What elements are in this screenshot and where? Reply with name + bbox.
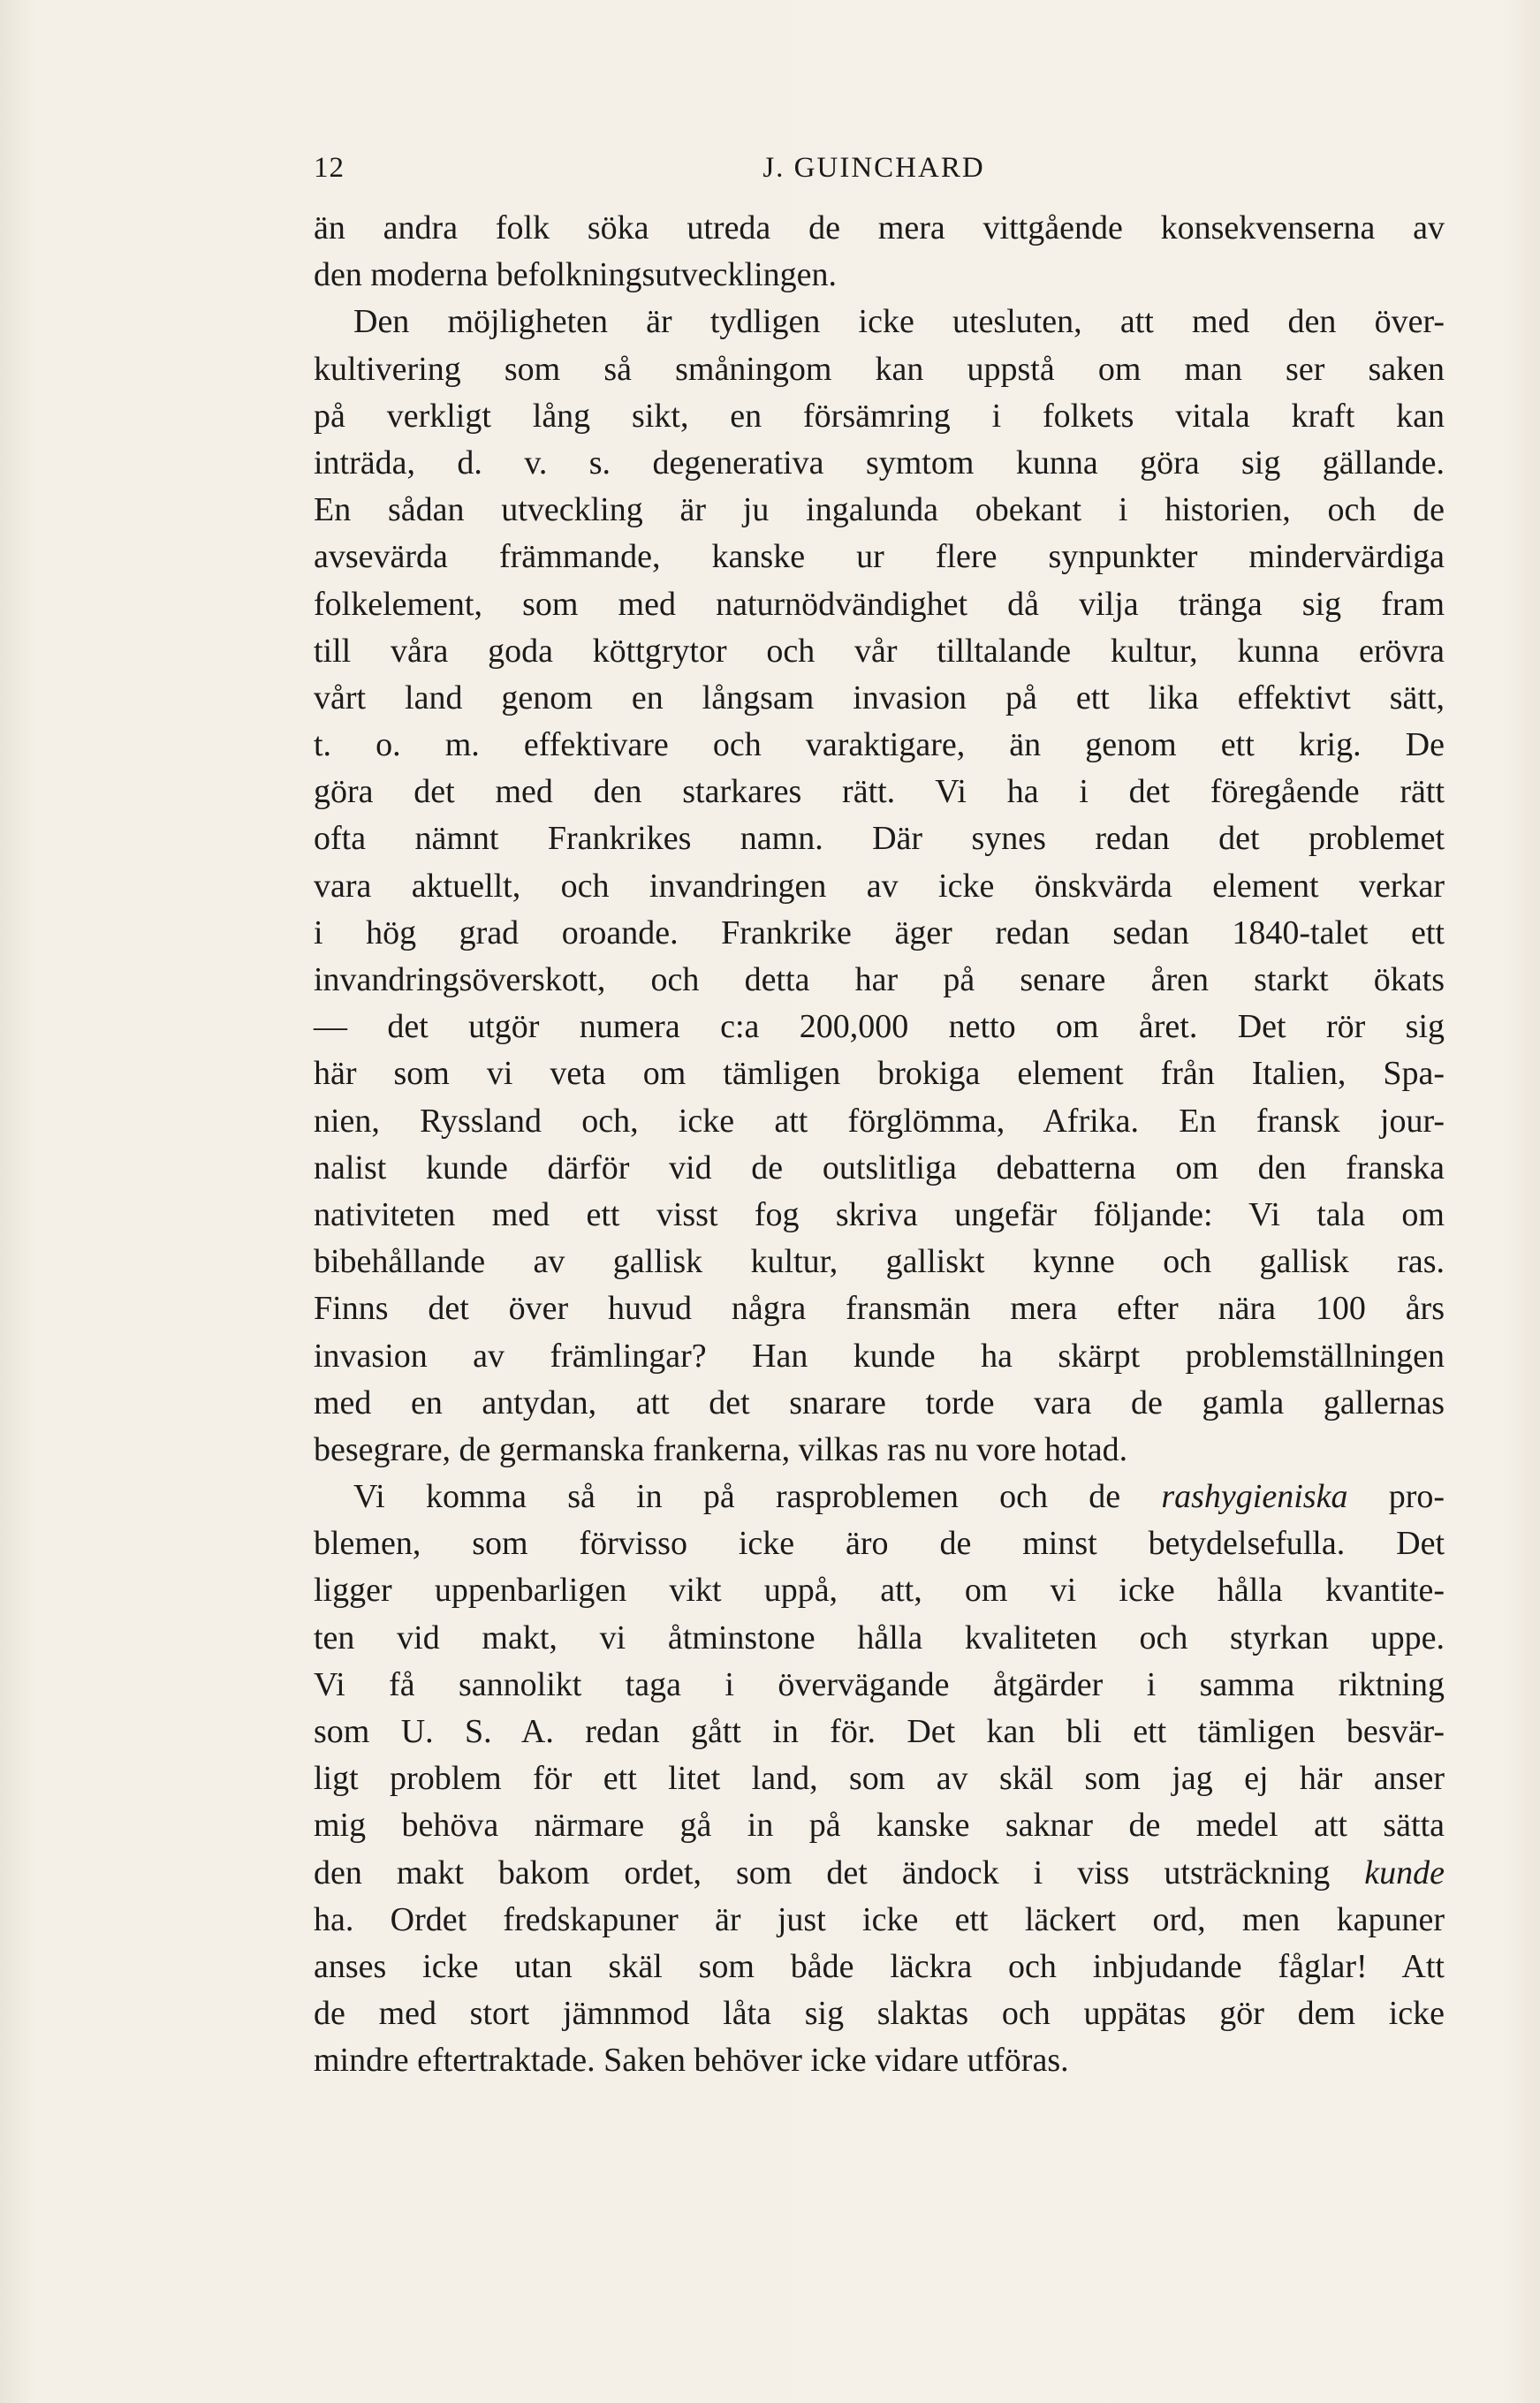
text-line: folkelement, som med naturnödvändighet då vilja tränga sig fram: [314, 585, 1445, 623]
text-line: invasion av främlingar? Han kunde ha skärpt problemställningen: [314, 1337, 1445, 1375]
text-line: till våra goda köttgrytor och vår tilltalande kultur, kunna erövra: [314, 632, 1445, 670]
text-line: nalist kunde därför vid de outslitliga debatterna om den franska: [314, 1148, 1445, 1186]
paragraph-start: Vi komma så in på rasproblemen och de rashygieniska pro-: [353, 1478, 1445, 1516]
text-line: blemen, som förvisso icke äro de minst betydelsefulla. Det: [314, 1525, 1445, 1563]
text-line: de med stort jämnmod låta sig slaktas och uppätas gör dem icke: [314, 1995, 1445, 2033]
text-line: vårt land genom en långsam invasion på ett lika effektivt sätt,: [314, 678, 1445, 716]
text-line: t. o. m. effektivare och varaktigare, än genom ett krig. De: [314, 726, 1445, 764]
text-line: i hög grad oroande. Frankrike äger redan sedan 1840-talet ett: [314, 913, 1445, 951]
running-head: J. GUINCHARD: [762, 152, 985, 184]
text-line: nien, Ryssland och, icke att förglömma, Afrika. En fransk jour-: [314, 1102, 1445, 1140]
text-line: på verkligt lång sikt, en försämring i folkets vitala kraft kan: [314, 397, 1445, 435]
italic-term: kunde: [1364, 1853, 1445, 1891]
text-line: En sådan utveckling är ju ingalunda obekant i historien, och de: [314, 491, 1445, 529]
text-line: ten vid makt, vi åtminstone hålla kvaliteten och styrkan uppe.: [314, 1618, 1445, 1656]
text-line: Vi få sannolikt taga i övervägande åtgärder i samma riktning: [314, 1665, 1445, 1703]
text-line: avsevärda främmande, kanske ur flere synpunkter mindervärdiga: [314, 538, 1445, 576]
text-line: göra det med den starkares rätt. Vi ha i det föregående rätt: [314, 773, 1445, 811]
text-line: inträda, d. v. s. degenerativa symtom kunna göra sig gällande.: [314, 443, 1445, 481]
text-line: den makt bakom ordet, som det ändock i viss utsträckning kunde: [314, 1853, 1445, 1891]
text-line: mindre eftertraktade. Saken behöver icke vidare utföras.: [314, 2042, 1069, 2080]
text-line: besegrare, de germanska frankerna, vilkas ras nu vore hotad.: [314, 1430, 1128, 1468]
page-header: [314, 152, 1434, 193]
italic-term: rashygieniska: [1161, 1478, 1348, 1516]
text-line: än andra folk söka utreda de mera vittgående konsekvenserna av: [314, 209, 1445, 246]
text-line: bibehållande av gallisk kultur, galliskt kynne och gallisk ras.: [314, 1243, 1445, 1281]
text-line: ha. Ordet fredskapuner är just icke ett läckert ord, men kapuner: [314, 1900, 1445, 1938]
text-line: ligt problem för ett litet land, som av skäl som jag ej här anser: [314, 1760, 1445, 1798]
text-line: kultivering som så småningom kan uppstå om man ser saken: [314, 350, 1445, 388]
text-line: med en antydan, att det snarare torde vara de gamla gallernas: [314, 1383, 1445, 1421]
text-line: som U. S. A. redan gått in för. Det kan bli ett tämligen besvär-: [314, 1713, 1445, 1750]
body-text: [314, 205, 1445, 2085]
text-line: den moderna befolkningsutvecklingen.: [314, 256, 838, 294]
text-line: anses icke utan skäl som både läckra och inbjudande fåglar! Att: [314, 1947, 1445, 1985]
text-line: — det utgör numera c:a 200,000 netto om året. Det rör sig: [314, 1008, 1445, 1046]
text-line: ofta nämnt Frankrikes namn. Där synes redan det problemet: [314, 820, 1445, 858]
text-line: ligger uppenbarligen vikt uppå, att, om vi icke hålla kvantite-: [314, 1572, 1445, 1610]
text-line: Finns det över huvud några fransmän mera efter nära 100 års: [314, 1290, 1445, 1328]
text-line: vara aktuellt, och invandringen av icke önskvärda element verkar: [314, 867, 1445, 905]
text-line: invandringsöverskott, och detta har på senare åren starkt ökats: [314, 961, 1445, 998]
text-line: här som vi veta om tämligen brokiga element från Italien, Spa-: [314, 1055, 1445, 1093]
text-line: nativiteten med ett visst fog skriva ungefär följande: Vi tala om: [314, 1195, 1445, 1233]
paragraph-start: Den möjligheten är tydligen icke utesluten, att med den över-: [353, 303, 1445, 341]
page-number: 12: [314, 152, 345, 184]
text-line: mig behöva närmare gå in på kanske saknar de medel att sätta: [314, 1807, 1445, 1845]
